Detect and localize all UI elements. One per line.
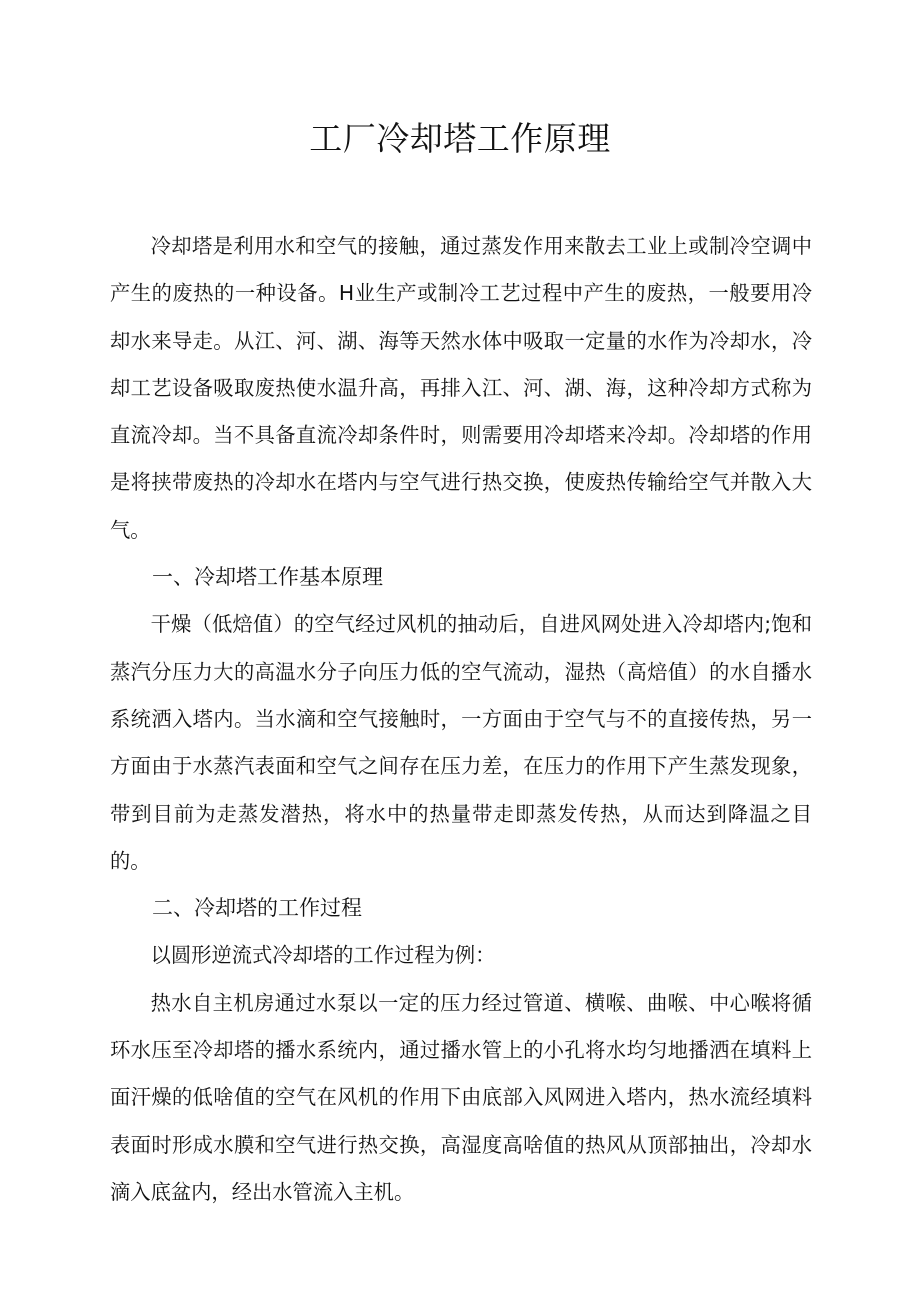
intro-paragraph: 冷却塔是利用水和空气的接触，通过蒸发作用来散去工业上或制冷空调中产生的废热的一种设备。H业生产或制冷工艺过程中产生的废热，一般要用冷却水来导走。从江、河、湖、海等天然水体中吸取一定量的水作为冷却水，冷却工艺设备吸取废热使水温升高，再排入江、河、湖、海，这种冷却方式称为直流冷却。当不具备直流冷却条件时，则需要用冷却塔来冷却。冷却塔的作用是将挟带废热的冷却水在塔内与空气进行热交换，使废热传输给空气并散入大气。 bbox=[110, 234, 812, 542]
section-2-heading: 二、冷却塔的工作过程 bbox=[152, 896, 362, 921]
section-2-paragraph: 热水自主机房通过水泵以一定的压力经过管道、横喉、曲喉、中心喉将循环水压至冷却塔的播水系统内，通过播水管上的小孔将水均匀地播洒在填料上面汗燥的低啥值的空气在风机的作用下由底部入风网进入塔内，热水流经填料表面时形成水膜和空气进行热交换，高湿度高啥值的热风从顶部抽出，冷却水滴入底盆内，经出水管流入主机。 bbox=[110, 990, 812, 1204]
section-1-heading: 一、冷却塔工作基本原理 bbox=[152, 565, 383, 590]
document-title: 工厂冷却塔工作原理 bbox=[309, 119, 611, 158]
section-2-lead: 以圆形逆流式冷却塔的工作过程为例： bbox=[150, 943, 496, 968]
document-body bbox=[110, 223, 812, 1216]
section-1-paragraph: 干燥（低焙值）的空气经过风机的抽动后，自进风网处进入冷却塔内;饱和蒸汽分压力大的高温水分子向压力低的空气流动，湿热（高焙值）的水自播水系统洒入塔内。当水滴和空气接触时，一方面由于空气与不的直接传热，另一方面由于水蒸汽表面和空气之间存在压力差，在压力的作用下产生蒸发现象，带到目前为走蒸发潜热，将水中的热量带走即蒸发传热，从而达到降温之目的。 bbox=[110, 612, 812, 873]
